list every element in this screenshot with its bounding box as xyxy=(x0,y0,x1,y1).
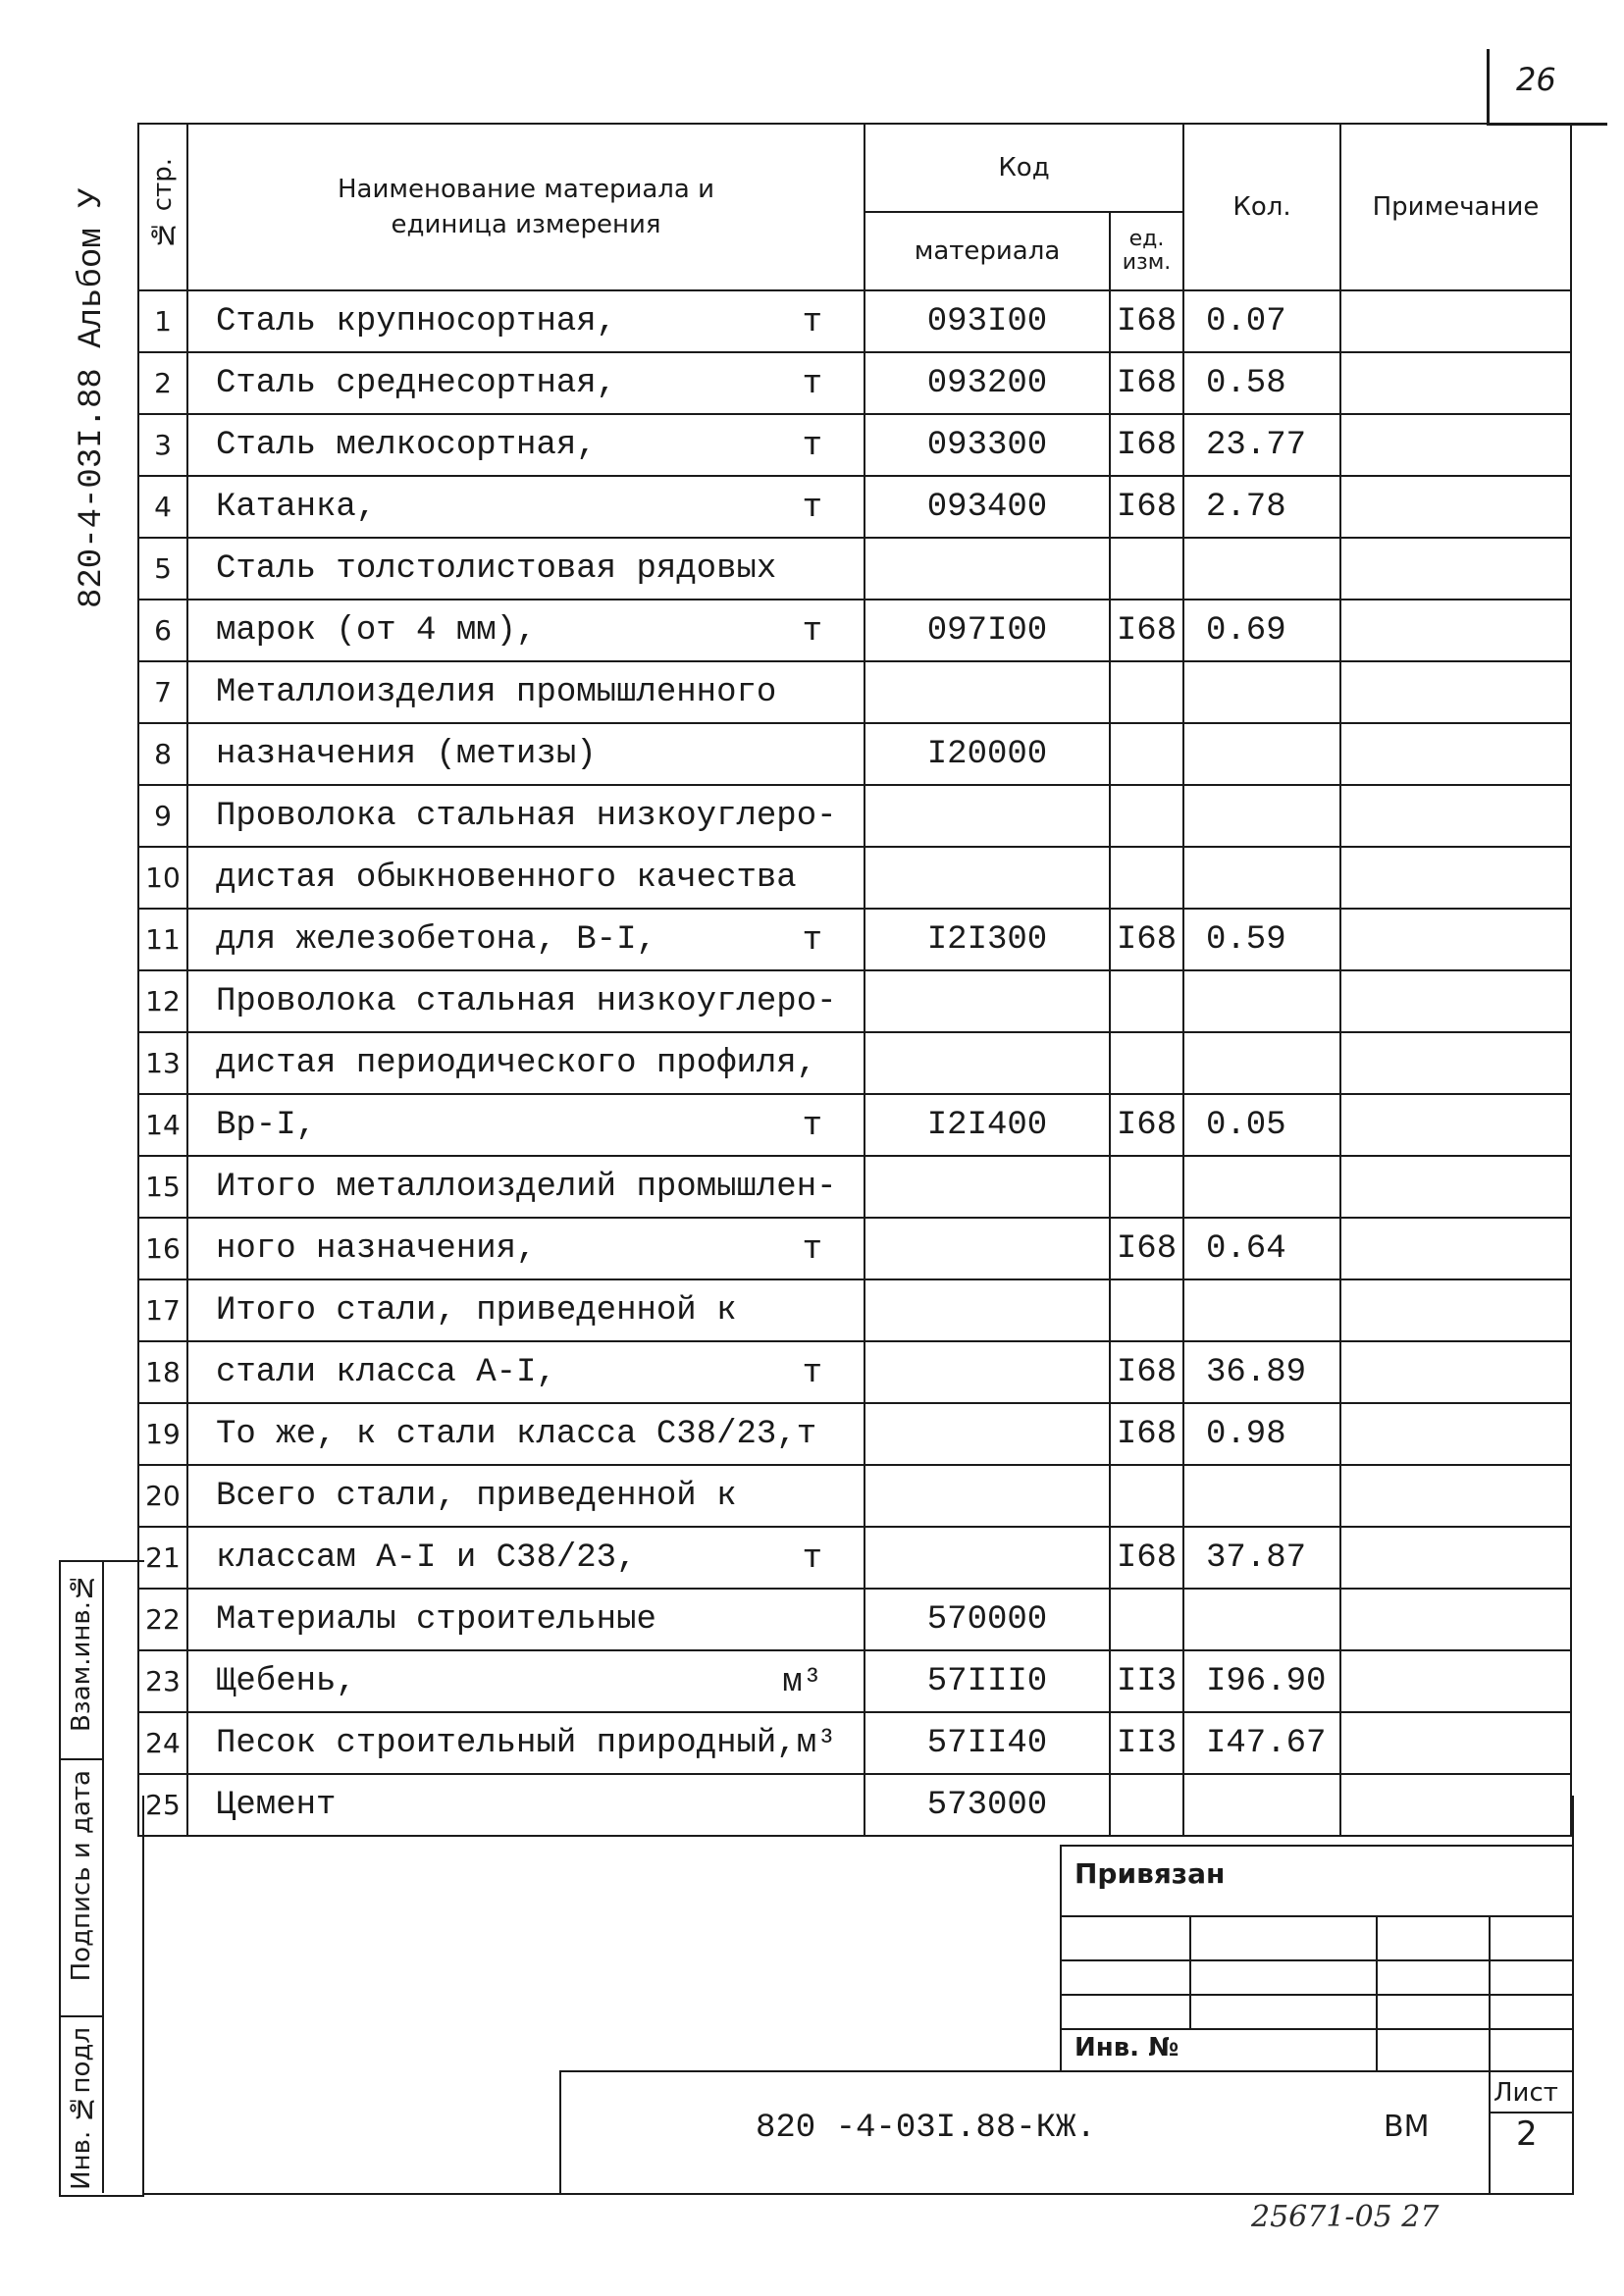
quantity xyxy=(1183,785,1340,847)
material-name-cell xyxy=(187,476,864,538)
unit-code xyxy=(1110,970,1183,1032)
material-name-cell xyxy=(187,1403,864,1465)
material-name: Проволока стальная низкоуглеро- xyxy=(216,797,837,835)
album-label: 820-4-03I.88 Альбом У xyxy=(74,187,111,608)
left-stamp-strip xyxy=(59,1560,144,2197)
material-name-cell xyxy=(187,1589,864,1650)
material-name-cell xyxy=(187,1094,864,1156)
material-name-cell xyxy=(187,352,864,414)
quantity xyxy=(1183,538,1340,600)
material-code xyxy=(864,1403,1110,1465)
material-unit: т xyxy=(802,1355,822,1392)
material-code: 57III0 xyxy=(864,1650,1110,1712)
row-number: 8 xyxy=(138,723,187,785)
material-name: Сталь крупносортная, xyxy=(216,302,617,340)
table-row xyxy=(138,1094,1571,1156)
material-name-cell xyxy=(187,290,864,352)
material-name-cell xyxy=(187,1156,864,1218)
material-name: классам А-I и С38/23, xyxy=(216,1539,637,1577)
material-name: Проволока стальная низкоуглеро- xyxy=(216,982,837,1020)
note-cell xyxy=(1340,847,1571,909)
table-row xyxy=(138,600,1571,661)
material-code: I20000 xyxy=(864,723,1110,785)
unit-code xyxy=(1110,661,1183,723)
sheet-page-number: 2 xyxy=(1516,2114,1538,2154)
material-name: дистая периодического профиля, xyxy=(216,1044,817,1082)
note-cell xyxy=(1340,538,1571,600)
material-code xyxy=(864,1156,1110,1218)
row-number: 18 xyxy=(138,1341,187,1403)
note-cell xyxy=(1340,600,1571,661)
header-code-material: материала xyxy=(864,212,1110,290)
unit-code xyxy=(1110,1465,1183,1527)
note-cell xyxy=(1340,290,1571,352)
material-name-cell xyxy=(187,414,864,476)
note-cell xyxy=(1340,352,1571,414)
header-code-unit: ед. изм. xyxy=(1110,212,1183,290)
material-code: 093I00 xyxy=(864,290,1110,352)
unit-code xyxy=(1110,1156,1183,1218)
row-number: 25 xyxy=(138,1774,187,1836)
material-name-cell xyxy=(187,538,864,600)
material-name: Щебень, xyxy=(216,1662,356,1700)
material-unit: т xyxy=(802,304,822,341)
note-cell xyxy=(1340,476,1571,538)
row-number: 4 xyxy=(138,476,187,538)
unit-code: I68 xyxy=(1110,909,1183,970)
row-number: 13 xyxy=(138,1032,187,1094)
note-cell xyxy=(1340,1279,1571,1341)
unit-code: I68 xyxy=(1110,414,1183,476)
row-number: 1 xyxy=(138,290,187,352)
unit-code xyxy=(1110,847,1183,909)
strip-divider xyxy=(102,1562,104,2193)
strip-inv-podl-label: Инв. №подл xyxy=(67,2027,96,2190)
unit-code: II3 xyxy=(1110,1712,1183,1774)
note-cell xyxy=(1340,1094,1571,1156)
table-row xyxy=(138,1403,1571,1465)
header-note: Примечание xyxy=(1340,124,1571,290)
table-row xyxy=(138,1279,1571,1341)
material-name: Металлоизделия промышленного xyxy=(216,673,777,711)
material-unit: т xyxy=(802,1231,822,1269)
row-number: 9 xyxy=(138,785,187,847)
material-code: 097I00 xyxy=(864,600,1110,661)
document-code: 820 -4-03I.88-КЖ. xyxy=(756,2110,1096,2147)
quantity xyxy=(1183,1465,1340,1527)
quantity: 37.87 xyxy=(1183,1527,1340,1589)
material-name-cell xyxy=(187,1279,864,1341)
handwritten-note: 25671-05 27 xyxy=(1251,2200,1440,2234)
row-number: 14 xyxy=(138,1094,187,1156)
material-name: Сталь среднесортная, xyxy=(216,364,617,402)
material-name: То же, к стали класса С38/23,т xyxy=(216,1415,817,1453)
unit-code xyxy=(1110,785,1183,847)
material-code: 093200 xyxy=(864,352,1110,414)
note-cell xyxy=(1340,723,1571,785)
material-code xyxy=(864,1341,1110,1403)
row-number: 23 xyxy=(138,1650,187,1712)
note-cell xyxy=(1340,1341,1571,1403)
material-code xyxy=(864,661,1110,723)
material-code: I2I300 xyxy=(864,909,1110,970)
sheet-code: ВМ xyxy=(1384,2110,1430,2144)
table-row xyxy=(138,847,1571,909)
note-cell xyxy=(1340,1218,1571,1279)
material-name-cell xyxy=(187,970,864,1032)
table-row xyxy=(138,785,1571,847)
material-code: 093400 xyxy=(864,476,1110,538)
row-number: 24 xyxy=(138,1712,187,1774)
material-code xyxy=(864,970,1110,1032)
header-row-no: № стр. xyxy=(138,124,187,290)
material-code xyxy=(864,1218,1110,1279)
header-name: Наименование материала и единица измерения xyxy=(187,124,864,290)
material-name-cell xyxy=(187,723,864,785)
table-row xyxy=(138,1218,1571,1279)
material-code xyxy=(864,538,1110,600)
row-number: 7 xyxy=(138,661,187,723)
table-row xyxy=(138,661,1571,723)
row-number: 21 xyxy=(138,1527,187,1589)
unit-code xyxy=(1110,1589,1183,1650)
quantity: I96.90 xyxy=(1183,1650,1340,1712)
note-cell xyxy=(1340,1403,1571,1465)
material-unit: т xyxy=(802,613,822,651)
unit-code: I68 xyxy=(1110,290,1183,352)
unit-code xyxy=(1110,1279,1183,1341)
table-row xyxy=(138,1650,1571,1712)
note-cell xyxy=(1340,1589,1571,1650)
row-number: 16 xyxy=(138,1218,187,1279)
strip-podpis-label: Подпись и дата xyxy=(67,1770,96,1982)
table-row xyxy=(138,909,1571,970)
materials-spec-table xyxy=(137,123,1572,1837)
quantity xyxy=(1183,1032,1340,1094)
quantity: 0.05 xyxy=(1183,1094,1340,1156)
material-name-cell xyxy=(187,1032,864,1094)
material-name-cell xyxy=(187,1527,864,1589)
table-row xyxy=(138,1527,1571,1589)
note-cell xyxy=(1340,785,1571,847)
quantity: 0.64 xyxy=(1183,1218,1340,1279)
unit-code: I68 xyxy=(1110,1218,1183,1279)
row-number: 3 xyxy=(138,414,187,476)
unit-code: I68 xyxy=(1110,1403,1183,1465)
table-row xyxy=(138,1465,1571,1527)
material-name: для железобетона, В-I, xyxy=(216,920,656,959)
table-row xyxy=(138,476,1571,538)
row-number: 5 xyxy=(138,538,187,600)
material-name-cell xyxy=(187,1218,864,1279)
table-row xyxy=(138,414,1571,476)
row-number: 11 xyxy=(138,909,187,970)
unit-code xyxy=(1110,1032,1183,1094)
material-unit: м³ xyxy=(782,1664,822,1701)
row-number: 6 xyxy=(138,600,187,661)
strip-vzam-cell xyxy=(61,1562,102,1760)
row-number: 15 xyxy=(138,1156,187,1218)
material-unit: т xyxy=(802,428,822,465)
material-code: 093300 xyxy=(864,414,1110,476)
material-name-cell xyxy=(187,661,864,723)
header-code: Код xyxy=(864,124,1183,212)
material-name-cell xyxy=(187,600,864,661)
row-number: 10 xyxy=(138,847,187,909)
material-code xyxy=(864,847,1110,909)
material-code: 57II40 xyxy=(864,1712,1110,1774)
material-name-cell xyxy=(187,1650,864,1712)
row-number: 2 xyxy=(138,352,187,414)
quantity xyxy=(1183,847,1340,909)
strip-vzam-label: Взам.инв.№ xyxy=(67,1572,96,1732)
material-name: Всего стали, приведенной к xyxy=(216,1477,737,1515)
table-row xyxy=(138,723,1571,785)
material-code: 570000 xyxy=(864,1589,1110,1650)
material-unit: т xyxy=(802,490,822,527)
material-code xyxy=(864,1465,1110,1527)
note-cell xyxy=(1340,1465,1571,1527)
row-number: 20 xyxy=(138,1465,187,1527)
material-name: Катанка, xyxy=(216,488,377,526)
note-cell xyxy=(1340,1156,1571,1218)
quantity: 0.59 xyxy=(1183,909,1340,970)
material-name-cell xyxy=(187,1465,864,1527)
note-cell xyxy=(1340,661,1571,723)
material-name: Материалы строительные xyxy=(216,1600,656,1639)
unit-code xyxy=(1110,723,1183,785)
note-cell xyxy=(1340,414,1571,476)
note-cell xyxy=(1340,970,1571,1032)
quantity: 0.98 xyxy=(1183,1403,1340,1465)
quantity: 0.07 xyxy=(1183,290,1340,352)
note-cell xyxy=(1340,1527,1571,1589)
material-name: Сталь толстолистовая рядовых xyxy=(216,549,777,588)
unit-code: II3 xyxy=(1110,1650,1183,1712)
quantity: 2.78 xyxy=(1183,476,1340,538)
inv-no-label: Инв. № xyxy=(1074,2033,1179,2062)
material-unit: т xyxy=(802,1540,822,1578)
quantity xyxy=(1183,970,1340,1032)
quantity: 0.58 xyxy=(1183,352,1340,414)
quantity xyxy=(1183,1156,1340,1218)
material-name: Цемент xyxy=(216,1786,337,1824)
table-row xyxy=(138,538,1571,600)
material-name-cell xyxy=(187,785,864,847)
material-name: стали класса А-I, xyxy=(216,1353,556,1391)
table-row xyxy=(138,970,1571,1032)
material-unit: т xyxy=(802,366,822,403)
material-name-cell xyxy=(187,1712,864,1774)
materials-spec-body xyxy=(138,290,1571,1836)
material-code xyxy=(864,1032,1110,1094)
material-name: назначения (метизы) xyxy=(216,735,597,773)
material-name: Итого стали, приведенной к xyxy=(216,1291,737,1330)
table-row xyxy=(138,352,1571,414)
unit-code: I68 xyxy=(1110,352,1183,414)
quantity: 0.69 xyxy=(1183,600,1340,661)
material-name: марок (от 4 мм), xyxy=(216,611,537,650)
note-cell xyxy=(1340,1650,1571,1712)
row-number: 22 xyxy=(138,1589,187,1650)
strip-inv-podl-cell xyxy=(61,2017,102,2193)
table-row xyxy=(138,290,1571,352)
material-name-cell xyxy=(187,847,864,909)
table-row xyxy=(138,1156,1571,1218)
unit-code: I68 xyxy=(1110,1094,1183,1156)
material-code: 573000 xyxy=(864,1774,1110,1836)
unit-code: I68 xyxy=(1110,1527,1183,1589)
table-row xyxy=(138,1589,1571,1650)
table-row xyxy=(138,1712,1571,1774)
unit-code: I68 xyxy=(1110,600,1183,661)
material-name-cell xyxy=(187,1341,864,1403)
quantity xyxy=(1183,661,1340,723)
note-cell xyxy=(1340,1032,1571,1094)
header-qty: Кол. xyxy=(1183,124,1340,290)
material-code xyxy=(864,1527,1110,1589)
unit-code xyxy=(1110,538,1183,600)
quantity: I47.67 xyxy=(1183,1712,1340,1774)
material-name: Вр-I, xyxy=(216,1106,317,1144)
quantity xyxy=(1183,723,1340,785)
material-unit: т xyxy=(802,922,822,960)
material-code xyxy=(864,785,1110,847)
quantity xyxy=(1183,1279,1340,1341)
material-name-cell xyxy=(187,909,864,970)
material-name: Итого металлоизделий промышлен- xyxy=(216,1168,837,1206)
material-name: ного назначения, xyxy=(216,1229,537,1268)
strip-podpis-cell xyxy=(61,1760,102,2017)
row-number: 19 xyxy=(138,1403,187,1465)
material-code xyxy=(864,1279,1110,1341)
material-name: Сталь мелкосортная, xyxy=(216,426,597,464)
quantity: 23.77 xyxy=(1183,414,1340,476)
bound-label: Привязан xyxy=(1074,1857,1226,1890)
note-cell xyxy=(1340,1712,1571,1774)
quantity: 36.89 xyxy=(1183,1341,1340,1403)
unit-code: I68 xyxy=(1110,1341,1183,1403)
note-cell xyxy=(1340,909,1571,970)
table-row xyxy=(138,1032,1571,1094)
material-name: дистая обыкновенного качества xyxy=(216,859,797,897)
quantity xyxy=(1183,1589,1340,1650)
sheet-number-top: 26 xyxy=(1516,61,1556,98)
material-name: Песок строительный природный,м³ xyxy=(216,1724,837,1762)
material-unit: т xyxy=(802,1108,822,1145)
sheet-label: Лист xyxy=(1493,2078,1558,2108)
row-number: 17 xyxy=(138,1279,187,1341)
unit-code: I68 xyxy=(1110,476,1183,538)
material-code: I2I400 xyxy=(864,1094,1110,1156)
table-row xyxy=(138,1341,1571,1403)
row-number: 12 xyxy=(138,970,187,1032)
